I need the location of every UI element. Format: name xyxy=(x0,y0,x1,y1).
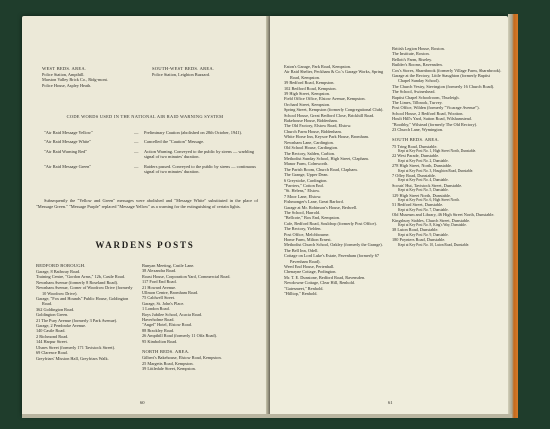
post-item: 38 Luton Road, Dunstable. xyxy=(392,227,439,233)
code-words-list xyxy=(36,130,256,178)
post-item: The Parish Room, Church Road, Clapham. xyxy=(284,166,358,172)
southwest-area-item: Police Station, Leighton Buzzard. xyxy=(152,72,211,77)
west-beds-area xyxy=(42,66,130,88)
key-post-note: Kept at Key Post No. 6, High Street North. xyxy=(398,197,460,202)
post-item: 140 Castle Road. xyxy=(36,328,66,334)
code-word-row xyxy=(36,149,256,160)
post-item: Weed End House, Pertenhall. xyxy=(284,264,335,270)
post-item: 117 Ford End Road. xyxy=(142,279,177,285)
post-item: Eaton's Garage, Park Road, Kempston. xyxy=(284,64,352,69)
code-word-row xyxy=(36,139,256,144)
post-item: Air Raid Shelter, Peckham & Co.'s Garage Works, Spring Road, Kempston. xyxy=(284,69,384,80)
list-item xyxy=(392,153,502,163)
post-item: Hoult Hill's Yard, Sutton Road, Wilshamstead. xyxy=(392,116,472,122)
post-item: The Institute, Roxton. xyxy=(392,51,430,57)
code-dash: — xyxy=(134,130,139,135)
code-word-description: Cancelled the "Caution" Message. xyxy=(144,139,205,145)
book-page-edge xyxy=(22,414,512,418)
post-item: Goldington Green. xyxy=(36,312,69,318)
list-item xyxy=(392,173,502,183)
bedford-borough-heading: BEDFORD BOROUGH. xyxy=(36,263,86,268)
key-post-note: Kept at Key Post No. 8, King's Way, Dunstable. xyxy=(398,223,467,227)
post-item: 7 Moor Lane, Elstow. xyxy=(284,193,322,199)
post-item: Garage at Mr. Robinson's House, Bedwell. xyxy=(284,204,358,210)
post-item: British Legion House, Roxton. xyxy=(392,46,445,51)
post-item: Newdowne Cottage, Clear Hill, Renhold. xyxy=(284,280,356,286)
post-item: Training Centre, "Gordon Arms," 12b, Castle Road. xyxy=(36,274,126,280)
post-item: Bellott's Farm, Riseley. xyxy=(392,56,433,62)
post-item: The Rectory, Yielden. xyxy=(284,226,322,232)
post-item: Scouts' Hut, Tavistock Street, Dunstable. xyxy=(392,182,463,188)
post-item: The Limes, Tilbrook, Turvey. xyxy=(392,100,443,106)
post-item: The School, Harrold. xyxy=(284,209,321,215)
key-post-note: Kept at Key Post No. 2, Dunstable. xyxy=(398,158,449,163)
south-beds-heading: SOUTH BEDS. AREA. xyxy=(392,136,440,142)
post-item: Gilbert's Bakehouse, Elstow Road, Kempston. xyxy=(142,355,222,361)
list-item xyxy=(392,237,502,247)
right-column-right xyxy=(392,46,502,247)
code-word-name: "Air Raid Message White" xyxy=(44,139,92,145)
list-item xyxy=(392,212,502,217)
post-item: 39 High Street, Kempston. xyxy=(284,91,330,97)
post-item: Boys Jubilee School, Acacia Road. xyxy=(142,311,203,317)
post-item: 51 Bedford Street, Dunstable. xyxy=(392,202,444,208)
post-item: White Horse Inn, Keysoe Park House, Bromham. xyxy=(284,134,370,140)
post-item: Fishmonger's Lane, Great Barford. xyxy=(284,199,344,205)
list-item xyxy=(392,193,502,203)
list-item xyxy=(392,163,502,173)
post-item: Garage, "Fox and Hounds" Public House, Goldington Road. xyxy=(36,296,129,307)
post-item: Spring Street, Kempston (formerly Congregational Club). xyxy=(284,107,384,113)
code-word-description: Action Warning. Conveyed to the public by sirens — warbling signal of two minutes' duration. xyxy=(144,148,255,160)
post-item: 23 Church Lane, Wymington. xyxy=(392,127,444,133)
post-item: 362 Goldington Road. xyxy=(36,306,75,312)
post-item: 7 Ofley Road, Dunstable. xyxy=(392,172,436,178)
key-post-note: Kept at Key Post No. 5, Dunstable. xyxy=(398,188,449,193)
code-word-name: "Air Raid Message Yellow" xyxy=(44,130,93,135)
post-item: Church Farm House, Biddenham. xyxy=(284,128,342,134)
post-item: Methodist Sunday School, High Street, Clapham. xyxy=(284,155,369,161)
post-item: Ulsnes Street (formerly 171 Tavistock Street). xyxy=(36,344,116,350)
code-dash: — xyxy=(134,148,139,154)
post-item: Methodist Church School, Oakley (formerly the Grange). xyxy=(284,242,383,248)
post-item: 22 West Parade, Dunstable. xyxy=(392,153,440,159)
post-item: Garage at the Rectory, Little Staughton (formerly Baptist Chapel Sunday School). xyxy=(392,73,491,84)
post-item: 95 Kimbolton Road. xyxy=(142,338,178,344)
key-post-note: Kept at Key Post No. 10, Luton Road, Dunstable. xyxy=(398,242,470,247)
north-beds-heading: NORTH BEDS. AREA. xyxy=(142,349,190,355)
code-word-row xyxy=(36,130,256,135)
post-item: Field Office Office, Elstow Avenue, Kempston. xyxy=(284,96,366,102)
post-item: The Bell Inn, Odell. xyxy=(284,247,319,253)
post-item: Greyfriars' Mission Hall, Greyfriars Walk. xyxy=(36,355,109,361)
post-item: Cafe, Bedford Road, Souldrop (formerly Post Office). xyxy=(284,220,377,226)
post-item: Old School House, Cardington. xyxy=(284,145,339,151)
post-item: Post Office, Wilden (formerly "Vicarage Avenue"). xyxy=(392,105,480,111)
post-item: "Farriers," Cotton End. xyxy=(284,182,324,188)
posts-column-left xyxy=(36,263,136,361)
west-area-item: Marston Valley Brick Co., Ridg-mont. xyxy=(42,77,108,83)
post-item: 21 The Pury Avenue (formerly 3 Park Avenue). xyxy=(36,317,118,323)
key-post-note: Kept at Key Post No. 7, Dunstable. xyxy=(398,207,449,212)
post-item: Newnham Avenue (formerly 8 Roseland Road). xyxy=(36,279,119,285)
code-word-row xyxy=(36,164,256,175)
post-item: Post Office, Melchbourne. xyxy=(284,231,330,237)
west-area-item: Police House, Aspley Heath. xyxy=(42,82,92,88)
key-post-note: Kept at Key Post No. 1, High Street North, Dunstable. xyxy=(398,148,477,153)
post-item: "Gatesmeet," Renhold. xyxy=(284,285,324,291)
post-item: 102 Bedford Road, Kempston. xyxy=(284,85,337,91)
post-item: 21 Howard Avenue. xyxy=(142,284,177,290)
book-cover-edge xyxy=(508,14,518,418)
list-item xyxy=(392,218,502,228)
post-item: Garage, 2 Pembroke Avenue. xyxy=(36,323,87,329)
post-item: 75 Caldwell Street. xyxy=(142,295,176,301)
post-item: Old Museum and Library, 46 High Street North, Dunstable. xyxy=(392,212,495,218)
post-item: Newnham Avenue, Corner of Woodrow Drive (formerly 10 Woodrow Drive). xyxy=(36,285,133,296)
page-number-left: 60 xyxy=(140,400,145,405)
post-item: Newnham Lane, Cardington. xyxy=(284,139,334,145)
left-page xyxy=(22,16,268,416)
key-post-note: Kept at Key Post No. 9, Dunstable. xyxy=(398,232,449,237)
post-item: "Hilltop," Renhold. xyxy=(284,291,318,297)
post-item: The Old Factory, Elstow Road, Elstow. xyxy=(284,123,352,129)
list-item xyxy=(392,227,502,237)
key-post-note: Kept at Key Post No. 3, Houghton Road, Dunstable. xyxy=(398,168,474,173)
post-item: 180 Poynters Road, Dunstable. xyxy=(392,237,446,243)
post-item: Home Farm, Milton Ernest. xyxy=(284,237,332,242)
post-item: 278 High Street, North, Dunstable. xyxy=(392,163,453,169)
post-item: 6 Greystoke, Cardington. xyxy=(284,177,328,183)
post-item: "St. Helens," Elstow. xyxy=(284,188,321,194)
post-item: Mr. T. E. Dunstone, Bedford Road, Ravensden. xyxy=(284,274,366,280)
post-item: 69 Clarence Road. xyxy=(36,350,68,356)
post-item: 75 Tring Road, Dunstable. xyxy=(392,143,438,149)
code-words-title: CODE WORDS USED IN THE NATIONAL AIR RAID WARNING SYSTEM xyxy=(66,114,224,119)
wardens-posts-heading: WARDENS POSTS xyxy=(95,240,195,250)
post-item: School House, 2 Bedford Road, Wootton. xyxy=(392,110,464,116)
posts-column-right xyxy=(142,263,260,371)
post-item: School House, Great Bedford Close, Brickhill Road. xyxy=(284,112,375,118)
post-item: Haverholme Road. xyxy=(142,317,175,323)
code-dash: — xyxy=(134,163,139,169)
post-item: Garage, St. John's Place. xyxy=(142,300,185,306)
code-dash: — xyxy=(134,139,139,145)
code-word-description: Preliminary Caution (abolished on 28th October, 1941). xyxy=(144,130,243,135)
post-item: 26 Ampthill Road (formerly 11 Offa Road). xyxy=(142,333,218,339)
post-item: "Angel" Hotel, Elstow Road. xyxy=(142,322,192,328)
post-item: 1 London Road. xyxy=(142,306,170,312)
post-item: 39 Bedford Road, Kempston. xyxy=(284,80,335,86)
list-item xyxy=(392,144,502,154)
west-area-item: Police Station, Ampthill. xyxy=(42,72,85,77)
post-item: 39 Littledale Street, Kempston. xyxy=(142,365,196,371)
post-item: "Boothby," Wilstead (formerly The Old Rectory). xyxy=(392,121,478,127)
post-item: 88 Brackley Road. xyxy=(142,327,175,333)
post-item: Cox's Stores, Sharnbrook (formerly Village Farm, Sharnbrook). xyxy=(392,67,502,73)
code-word-name: "Air Raid Warning Red" xyxy=(44,148,88,154)
post-item: Baptist Chapel Schoolroom, Thurleigh. xyxy=(392,94,460,100)
code-words-note: Subsequently the "Yellow and Green" messages were abolished and "Message White" substituted in the place of "Message Green." "Message Purple" replaced "Message Yellow" as a warning for the extinguishing of certain lights. xyxy=(36,198,258,209)
post-item: Bunyan Meeting, Castle Lane. xyxy=(142,263,195,268)
post-item: "Bellcote," Box End, Kempston. xyxy=(284,215,341,221)
post-item: Kingsbury Stables, Church Street, Dunstable. xyxy=(392,217,471,223)
post-item: 38 Alexandra Road. xyxy=(142,268,177,274)
list-item xyxy=(392,202,502,212)
post-item: Bakehouse House, Biddenham. xyxy=(284,118,338,124)
post-item: Builder's Rooms, Ravensden. xyxy=(392,62,443,68)
key-post-note: Kept at Key Post No. 4, Dunstable. xyxy=(398,178,449,183)
post-item: Roast House, Corporation Yard, Commercial Road. xyxy=(142,273,231,279)
code-word-name: "Air Raid Message Green" xyxy=(44,163,92,169)
post-item: 144 Harpur Street. xyxy=(36,339,68,345)
post-item: 2 Richmond Road. xyxy=(36,333,69,339)
post-item: Ullmon Centre, Bromham Road. xyxy=(142,290,199,296)
post-item: Orchard Street, Kempston. xyxy=(284,101,331,107)
page-number-right: 61 xyxy=(388,400,393,405)
right-column-left xyxy=(284,64,388,296)
post-item: Garage, 8 Bathway Road. xyxy=(36,269,81,274)
code-word-description: Raiders passed. Conveyed to the public by sirens — continuous signal of two minutes' duration. xyxy=(144,163,256,175)
post-item: Chenayne Cottage, Podington. xyxy=(284,269,337,275)
post-item: The School, Swineshead. xyxy=(392,89,436,95)
right-page xyxy=(270,16,508,416)
southwest-beds-area xyxy=(152,66,252,77)
list-item xyxy=(392,183,502,193)
southwest-area-title: SOUTH-WEST BEDS. AREA. xyxy=(152,66,215,71)
post-item: The Church Vestry, Stevington (formerly 16 Church Road). xyxy=(392,83,495,89)
post-item: 129 High Street North, Dunstable. xyxy=(392,192,451,198)
post-item: The Rectory, Salden, Carlton. xyxy=(284,150,336,156)
post-item: 25 Margetts Road, Kempston. xyxy=(142,360,194,366)
west-area-title: WEST BEDS. AREA. xyxy=(42,66,87,71)
post-item: The Grange, Upper Dean. xyxy=(284,172,329,178)
post-item: Manor Farm, Colmworth. xyxy=(284,161,329,167)
post-item: Cottage on Lord Luke's Estate, Pavenham (formerly 67 Pavenham Road). xyxy=(284,253,380,264)
